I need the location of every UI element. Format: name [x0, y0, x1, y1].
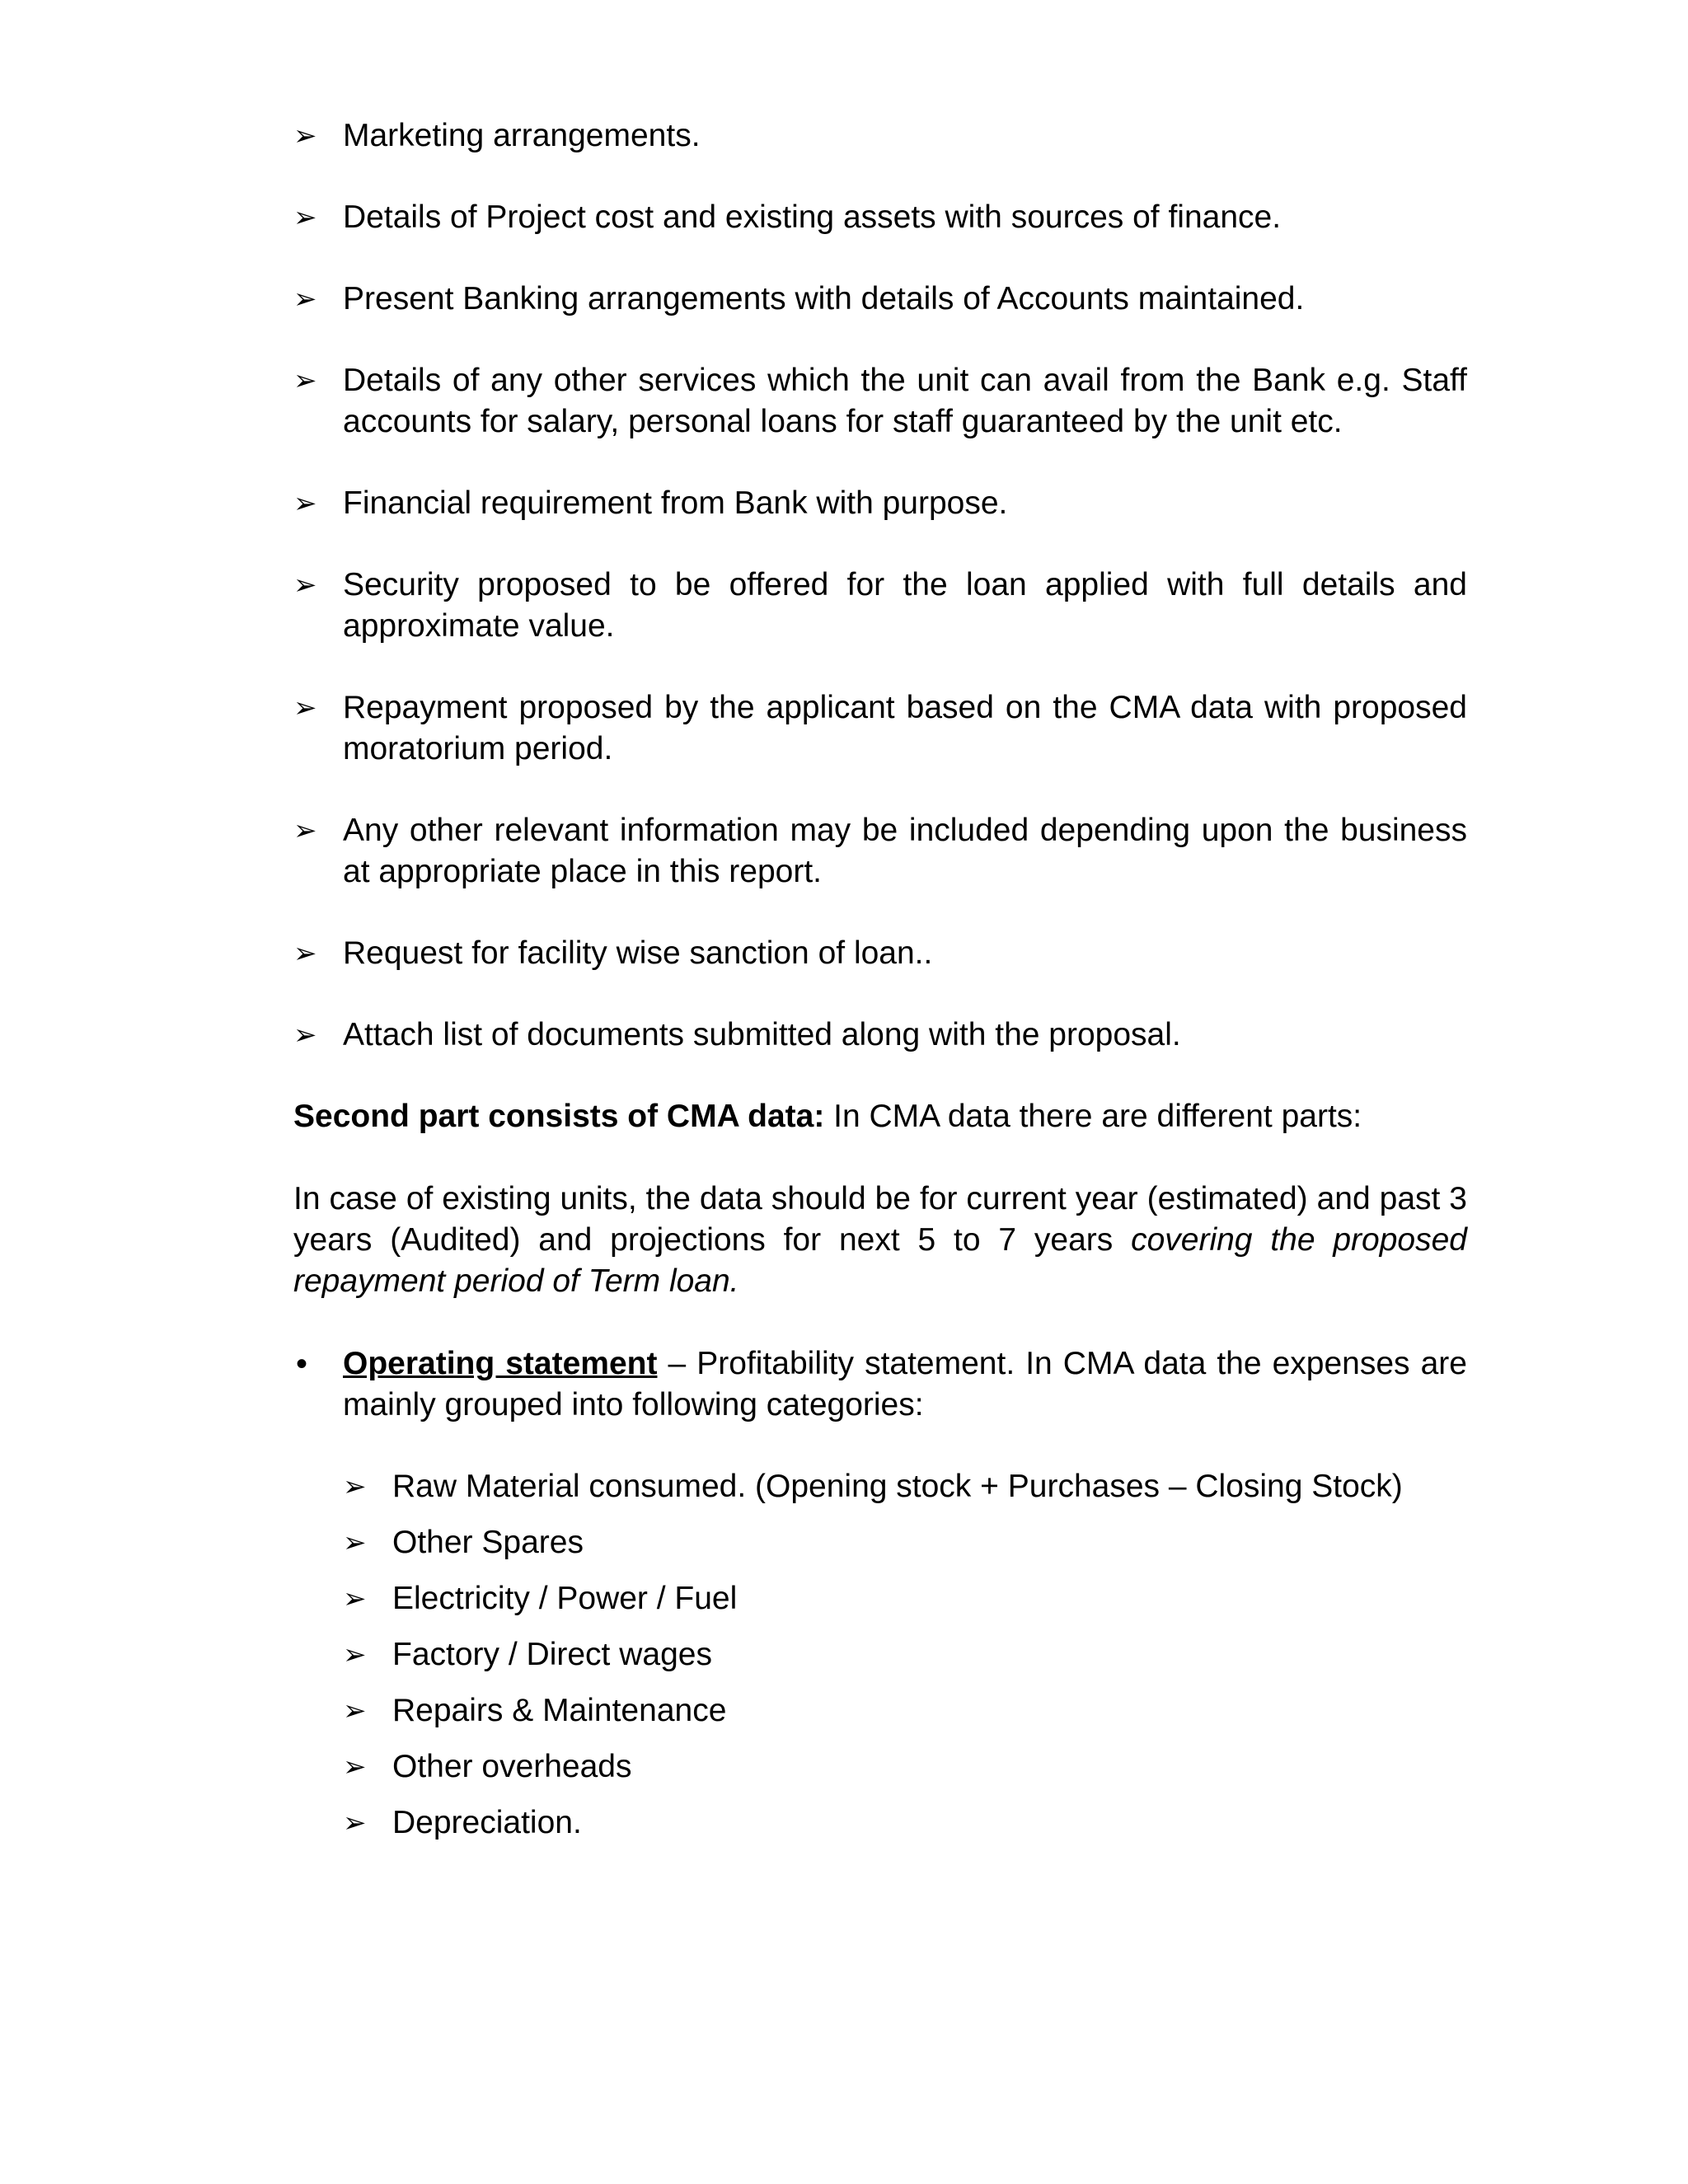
- list-item-text: Financial requirement from Bank with purpose.: [343, 485, 1008, 521]
- list-item: [343, 1802, 1467, 1844]
- arrow-bullet-icon: ➢: [343, 1695, 367, 1727]
- expense-category-text: Electricity / Power / Fuel: [392, 1581, 738, 1616]
- bullet-dot-icon: •: [296, 1346, 308, 1382]
- arrow-bullet-icon: ➢: [293, 284, 317, 315]
- list-item-text: Request for facility wise sanction of loan..: [343, 935, 933, 971]
- expense-category-text: Depreciation.: [392, 1805, 582, 1840]
- expense-category-text: Repairs & Maintenance: [392, 1693, 727, 1728]
- list-item: [343, 1634, 1467, 1675]
- list-item: [293, 810, 1467, 893]
- arrow-bullet-icon: ➢: [343, 1471, 367, 1502]
- operating-statement-list: [296, 1343, 1467, 1844]
- list-item: [293, 360, 1467, 443]
- second-part-text: In CMA data there are different parts:: [824, 1099, 1362, 1134]
- arrow-bullet-icon: ➢: [343, 1807, 367, 1839]
- list-item: [343, 1578, 1467, 1619]
- report-contents-list: [293, 115, 1467, 1056]
- arrow-bullet-icon: ➢: [293, 815, 317, 846]
- list-item: [293, 933, 1467, 974]
- operating-statement-text: – Profitability statement. In CMA data the expenses are mainly grouped into following categories:: [343, 1346, 1467, 1422]
- list-item: [293, 115, 1467, 157]
- arrow-bullet-icon: ➢: [293, 488, 317, 519]
- list-item: [293, 197, 1467, 238]
- list-item: [293, 279, 1467, 320]
- list-item: [343, 1522, 1467, 1563]
- arrow-bullet-icon: ➢: [293, 692, 317, 724]
- list-item-text: Security proposed to be offered for the loan applied with full details and approximate value.: [343, 567, 1467, 644]
- operating-statement-heading: Operating statement: [343, 1346, 658, 1381]
- document-content: [293, 115, 1467, 1858]
- list-item: [343, 1746, 1467, 1788]
- expense-categories-list: [343, 1466, 1467, 1844]
- list-item: [343, 1690, 1467, 1732]
- list-item: [343, 1466, 1467, 1507]
- list-item-text: Details of any other services which the unit can avail from the Bank e.g. Staff accounts for salary, personal loans for staff guaranteed by the unit etc.: [343, 363, 1467, 439]
- arrow-bullet-icon: ➢: [293, 569, 317, 601]
- list-item-text: Details of Project cost and existing assets with sources of finance.: [343, 199, 1282, 235]
- expense-category-text: Factory / Direct wages: [392, 1637, 712, 1672]
- list-item-text: Present Banking arrangements with details of Accounts maintained.: [343, 281, 1305, 316]
- existing-units-paragraph: [293, 1179, 1467, 1302]
- arrow-bullet-icon: ➢: [343, 1583, 367, 1615]
- list-item: [293, 565, 1467, 647]
- operating-statement-item: [296, 1343, 1467, 1844]
- second-part-heading: Second part consists of CMA data:: [293, 1099, 825, 1134]
- arrow-bullet-icon: ➢: [293, 938, 317, 969]
- arrow-bullet-icon: ➢: [343, 1751, 367, 1783]
- arrow-bullet-icon: ➢: [293, 365, 317, 396]
- expense-category-text: Other overheads: [392, 1749, 632, 1784]
- arrow-bullet-icon: ➢: [343, 1639, 367, 1671]
- existing-units-text: In case of existing units, the data should be for current year (estimated) and past 3 years (Audited) and projections for next 5 to 7 years: [293, 1181, 1467, 1258]
- list-item-text: Repayment proposed by the applicant based on the CMA data with proposed moratorium period.: [343, 690, 1467, 766]
- expense-category-text: Raw Material consumed. (Opening stock + Purchases – Closing Stock): [392, 1469, 1403, 1504]
- list-item-text: Attach list of documents submitted along with the proposal.: [343, 1017, 1181, 1052]
- existing-units-italic-text: covering the proposed repayment period of Term loan.: [293, 1222, 1467, 1299]
- arrow-bullet-icon: ➢: [293, 120, 317, 152]
- list-item: [293, 1015, 1467, 1056]
- arrow-bullet-icon: ➢: [293, 202, 317, 233]
- expense-category-text: Other Spares: [392, 1525, 584, 1560]
- list-item: [293, 687, 1467, 770]
- list-item-text: Any other relevant information may be included depending upon the business at appropriate place in this report.: [343, 813, 1467, 889]
- list-item: [293, 483, 1467, 524]
- list-item-text: Marketing arrangements.: [343, 118, 701, 153]
- arrow-bullet-icon: ➢: [293, 1019, 317, 1051]
- second-part-paragraph: [293, 1096, 1467, 1137]
- arrow-bullet-icon: ➢: [343, 1527, 367, 1558]
